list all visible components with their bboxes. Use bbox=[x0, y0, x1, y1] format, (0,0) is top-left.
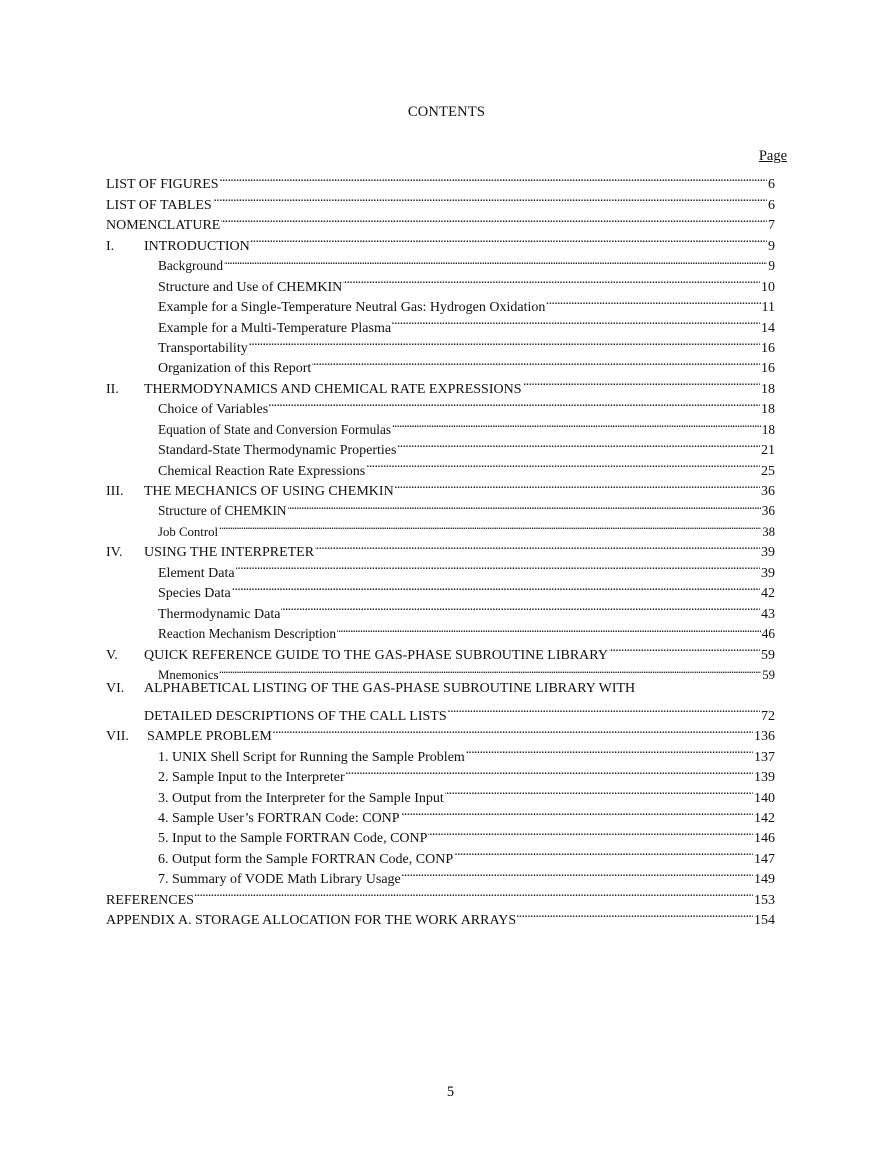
footer-page-number: 5 bbox=[446, 1084, 455, 1100]
toc-entry-title: 7. Summary of VODE Math Library Usage bbox=[158, 872, 401, 888]
toc-leader bbox=[269, 393, 760, 413]
toc-subentry bbox=[106, 740, 775, 765]
toc-subentry bbox=[106, 597, 775, 622]
toc-subentry bbox=[106, 515, 775, 539]
toc-leader bbox=[343, 270, 760, 290]
toc-leader bbox=[312, 352, 760, 372]
toc-entry-page: 18 bbox=[761, 421, 775, 437]
toc-entry-title: Mnemonics bbox=[158, 667, 219, 682]
toc-leader bbox=[609, 638, 760, 658]
toc-entry-page: 42 bbox=[761, 586, 775, 602]
toc-section-number: III. bbox=[106, 484, 124, 499]
toc-section-entry bbox=[106, 679, 775, 699]
toc-leader bbox=[249, 332, 760, 352]
toc-entry-page: 139 bbox=[754, 770, 775, 786]
toc-entry-page: 16 bbox=[761, 361, 775, 377]
toc-entry-page: 39 bbox=[761, 545, 775, 561]
toc-entry-page: 36 bbox=[761, 503, 775, 519]
toc-leader bbox=[195, 883, 753, 903]
toc-leader bbox=[219, 515, 761, 535]
toc-subentry bbox=[106, 842, 775, 867]
toc-entry-page: 142 bbox=[754, 811, 775, 826]
toc-entry-page: 147 bbox=[754, 851, 775, 867]
toc-entry-title: LIST OF TABLES bbox=[106, 197, 212, 213]
toc-entry-title: INTRODUCTION bbox=[144, 238, 250, 254]
toc-entry-title: 5. Input to the Sample FORTRAN Code, CONP bbox=[158, 831, 428, 847]
toc-leader bbox=[546, 291, 760, 311]
toc-entry bbox=[106, 188, 775, 213]
toc-entry-page: 18 bbox=[761, 381, 775, 397]
toc-entry bbox=[106, 168, 775, 193]
toc-entry-title: 1. UNIX Shell Script for Running the Sample Problem bbox=[158, 749, 465, 765]
toc-leader bbox=[281, 597, 760, 617]
toc-section-number: VII. bbox=[106, 729, 129, 745]
toc-subentry bbox=[106, 618, 775, 642]
toc-entry-title: NOMENCLATURE bbox=[106, 218, 221, 234]
toc-section-entry-continuation bbox=[106, 699, 775, 724]
toc-entry-title: 6. Output form the Sample FORTRAN Code, CONP bbox=[158, 851, 454, 867]
toc-leader bbox=[466, 740, 753, 760]
toc-entry-page: 36 bbox=[761, 484, 775, 499]
toc-leader bbox=[392, 413, 761, 433]
toc-entry-title: Background bbox=[158, 258, 223, 274]
toc-leader bbox=[221, 209, 767, 229]
page-column-label bbox=[700, 148, 787, 165]
toc-subentry bbox=[106, 761, 775, 786]
toc-entry-page: 38 bbox=[762, 524, 775, 539]
toc-section-number: V. bbox=[106, 647, 118, 663]
toc-entry-title: 2. Sample Input to the Interpreter bbox=[158, 770, 345, 786]
toc-subentry bbox=[106, 332, 775, 356]
toc-entry-title: Example for a Single-Temperature Neutral Gas: Hydrogen Oxidation bbox=[158, 300, 546, 316]
toc-entry-page: 16 bbox=[761, 340, 775, 356]
table-of-contents bbox=[106, 168, 775, 929]
toc-entry-page: 21 bbox=[761, 443, 775, 459]
toc-entry-page: 7 bbox=[768, 218, 775, 234]
toc-leader bbox=[401, 802, 753, 822]
toc-entry bbox=[106, 883, 775, 908]
toc-entry-page: 11 bbox=[761, 300, 775, 316]
toc-entry-page: 9 bbox=[768, 238, 775, 254]
toc-leader bbox=[428, 822, 753, 842]
toc-section-number: VI. bbox=[106, 680, 125, 696]
toc-subentry bbox=[106, 413, 775, 437]
toc-subentry bbox=[106, 822, 775, 847]
toc-leader bbox=[232, 577, 760, 597]
toc-leader bbox=[236, 556, 760, 576]
toc-entry-title: Choice of Variables bbox=[158, 402, 269, 418]
toc-entry-title: QUICK REFERENCE GUIDE TO THE GAS-PHASE SUBROUTINE LIBRARY bbox=[144, 647, 608, 663]
toc-entry-page: 149 bbox=[754, 872, 775, 888]
toc-entry bbox=[106, 904, 775, 929]
toc-entry-page: 9 bbox=[768, 258, 775, 274]
toc-entry-title: SAMPLE PROBLEM bbox=[147, 729, 272, 745]
toc-entry-title: APPENDIX A. STORAGE ALLOCATION FOR THE WORK ARRAYS bbox=[106, 913, 517, 929]
toc-subentry bbox=[106, 270, 775, 295]
toc-leader bbox=[346, 761, 753, 781]
toc-leader bbox=[273, 720, 753, 740]
toc-entry-page: 43 bbox=[761, 606, 775, 622]
toc-leader bbox=[251, 229, 767, 249]
toc-entry-title: ALPHABETICAL LISTING OF THE GAS-PHASE SUBROUTINE LIBRARY WITH bbox=[144, 680, 636, 696]
toc-subentry bbox=[106, 434, 775, 459]
toc-entry-page: 10 bbox=[761, 279, 775, 295]
toc-subentry bbox=[106, 781, 775, 806]
toc-entry-page: 137 bbox=[754, 749, 775, 765]
toc-leader bbox=[395, 475, 760, 495]
toc-entry-title: LIST OF FIGURES bbox=[106, 177, 219, 193]
toc-entry-title: Example for a Multi-Temperature Plasma bbox=[158, 320, 392, 336]
toc-section-number: I. bbox=[106, 238, 115, 254]
toc-leader bbox=[213, 188, 767, 208]
toc-entry-title: REFERENCES bbox=[106, 892, 194, 908]
toc-entry-page: 39 bbox=[761, 565, 775, 581]
toc-entry-page: 59 bbox=[761, 647, 775, 663]
toc-subentry bbox=[106, 577, 775, 602]
toc-entry-page: 154 bbox=[754, 913, 775, 929]
toc-subentry bbox=[106, 291, 775, 316]
toc-entry-title: Organization of this Report bbox=[158, 361, 312, 377]
toc-entry-page: 6 bbox=[768, 177, 775, 193]
toc-section-entry bbox=[106, 638, 775, 663]
toc-subentry bbox=[106, 863, 775, 888]
toc-entry-page: 14 bbox=[761, 320, 775, 336]
toc-subentry bbox=[106, 802, 775, 826]
toc-subentry bbox=[106, 659, 775, 682]
toc-entry-title: USING THE INTERPRETER bbox=[144, 545, 315, 561]
toc-leader bbox=[523, 372, 760, 392]
toc-entry-title: Species Data bbox=[158, 586, 231, 602]
toc-section-number: IV. bbox=[106, 545, 123, 561]
toc-leader bbox=[219, 659, 761, 679]
toc-entry-page: 6 bbox=[768, 197, 775, 213]
toc-entry-title: Thermodynamic Data bbox=[158, 606, 281, 622]
toc-entry-title: DETAILED DESCRIPTIONS OF THE CALL LISTS bbox=[144, 708, 447, 724]
toc-leader bbox=[366, 454, 760, 474]
toc-section-number: II. bbox=[106, 381, 119, 397]
toc-subentry bbox=[106, 352, 775, 377]
toc-subentry bbox=[106, 495, 775, 519]
toc-subentry bbox=[106, 556, 775, 581]
toc-leader bbox=[337, 618, 761, 638]
toc-entry-page: 59 bbox=[762, 667, 775, 682]
toc-section-entry bbox=[106, 720, 775, 745]
toc-entry-page: 25 bbox=[761, 463, 775, 479]
toc-entry-title: 4. Sample User’s FORTRAN Code: CONP bbox=[158, 811, 400, 826]
toc-leader bbox=[392, 311, 760, 331]
toc-subentry bbox=[106, 311, 775, 336]
toc-entry-page: 153 bbox=[754, 892, 775, 908]
toc-entry-page: 18 bbox=[761, 402, 775, 418]
toc-entry-title: Chemical Reaction Rate Expressions bbox=[158, 463, 366, 479]
toc-entry bbox=[106, 209, 775, 234]
toc-subentry bbox=[106, 250, 775, 274]
toc-entry-title: Element Data bbox=[158, 565, 235, 581]
toc-entry-title: 3. Output from the Interpreter for the Sample Input bbox=[158, 790, 444, 806]
toc-entry-title: THE MECHANICS OF USING CHEMKIN bbox=[144, 484, 394, 499]
toc-entry-page: 72 bbox=[761, 708, 775, 724]
toc-entry-page: 140 bbox=[754, 790, 775, 806]
toc-section-entry bbox=[106, 229, 775, 254]
toc-entry-page: 136 bbox=[754, 729, 775, 745]
toc-leader bbox=[402, 863, 753, 883]
toc-entry-title: Job Control bbox=[158, 524, 219, 539]
toc-entry-title: Structure of CHEMKIN bbox=[158, 503, 287, 519]
toc-entry-title: THERMODYNAMICS AND CHEMICAL RATE EXPRESSIONS bbox=[144, 381, 522, 397]
toc-entry-title: Standard-State Thermodynamic Properties bbox=[158, 443, 397, 459]
toc-entry-page: 146 bbox=[754, 831, 775, 847]
toc-leader bbox=[288, 495, 761, 515]
toc-leader bbox=[454, 842, 753, 862]
toc-leader bbox=[448, 699, 760, 719]
page-column-label-text: Page bbox=[758, 148, 787, 164]
toc-leader bbox=[445, 781, 753, 801]
toc-section-entry bbox=[106, 475, 775, 499]
toc-subentry bbox=[106, 454, 775, 479]
contents-heading: CONTENTS bbox=[407, 104, 486, 120]
toc-entry-title: Reaction Mechanism Description bbox=[158, 626, 336, 642]
toc-entry-title: Transportability bbox=[158, 340, 248, 356]
toc-section-entry bbox=[106, 536, 775, 561]
toc-leader bbox=[220, 168, 767, 188]
toc-entry-title: Equation of State and Conversion Formulas bbox=[158, 421, 392, 437]
toc-section-entry bbox=[106, 372, 775, 397]
toc-leader bbox=[517, 904, 753, 924]
toc-leader bbox=[224, 250, 767, 270]
toc-leader bbox=[397, 434, 760, 454]
toc-leader bbox=[315, 536, 760, 556]
toc-entry-page: 46 bbox=[761, 626, 775, 642]
toc-subentry bbox=[106, 393, 775, 418]
toc-entry-title: Structure and Use of CHEMKIN bbox=[158, 279, 343, 295]
